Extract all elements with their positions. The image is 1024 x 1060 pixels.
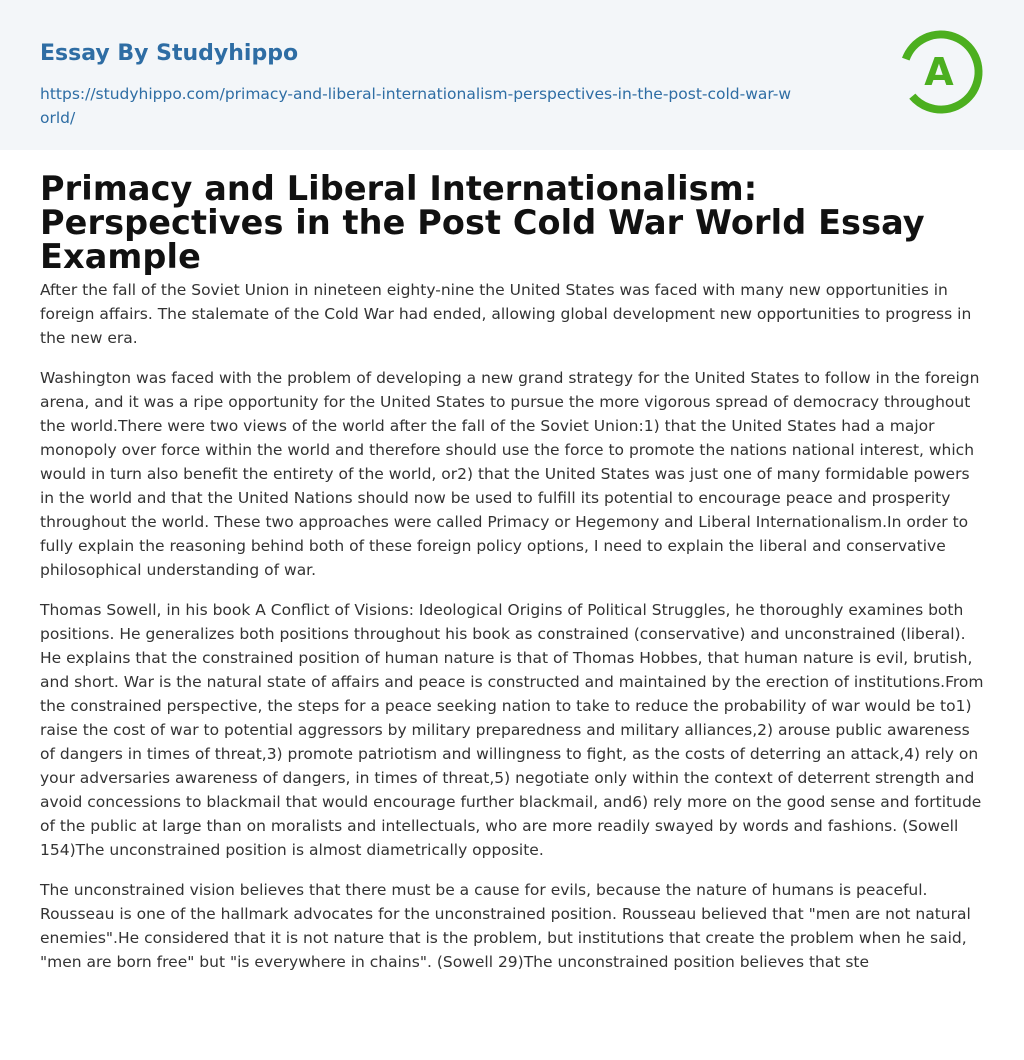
studyhippo-logo-icon[interactable]	[896, 28, 986, 116]
article	[40, 169, 988, 990]
site-brand[interactable]: Essay By Studyhippo	[40, 41, 299, 66]
essay-paragraph: The unconstrained vision believes that there must be a cause for evils, because the nature of humans is peaceful. Rousseau is one of the hallmark advocates for the unconstrained position. Rousseau believed that "men are not natural enemies".He considered that it is not nature that is the problem, but institutions that create the problem when he said, "men are born free" but "is everywhere in chains". (Sowell 29)The unconstrained position believes that ste	[40, 881, 971, 971]
essay-paragraph: Washington was faced with the problem of developing a new grand strategy for the United States to follow in the foreign arena, and it was a ripe opportunity for the United States to pursue the more vigorous spread of democracy throughout the world.There were two views of the world after the fall of the Soviet Union:1) that the United States had a major monopoly over force within the world and therefore should use the force to promote the nations national interest, which would in turn also benefit the entirety of the world, or2) that the United States was just one of many formidable powers in the world and that the United Nations should now be used to fulfill its potential to encourage peace and prosperity throughout the world. These two approaches were called Primacy or Hegemony and Liberal Internationalism.In order to fully explain the reasoning behind both of these foreign policy options, I need to explain the liberal and conservative philosophical understanding of war.	[40, 369, 980, 579]
site-header	[0, 0, 1024, 150]
essay-paragraph: After the fall of the Soviet Union in nineteen eighty-nine the United States was faced with many new opportunities in foreign affairs. The stalemate of the Cold War had ended, allowing global development new opportunities to progress in the new era.	[40, 281, 972, 347]
essay-url-link[interactable]: https://studyhippo.com/primacy-and-liberal-internationalism-perspectives-in-the-post-cold-war-world/	[40, 85, 792, 127]
essay-paragraph: Thomas Sowell, in his book A Conflict of Visions: Ideological Origins of Political Struggles, he thoroughly examines both positions. He generalizes both positions throughout his book as constrained (conservative) and unconstrained (liberal). He explains that the constrained position of human nature is that of Thomas Hobbes, that human nature is evil, brutish, and short. War is the natural state of affairs and peace is constructed and maintained by the erection of institutions.From the constrained perspective, the steps for a peace seeking nation to take to reduce the probability of war would be to1) raise the cost of war to potential aggressors by military preparedness and military alliances,2) arouse public awareness of dangers in times of threat,3) promote patriotism and willingness to fight, as the costs of deterring an attack,4) rely on your adversaries awareness of dangers, in times of threat,5) negotiate only within the context of deterrent strength and avoid concessions to blackmail that would encourage further blackmail, and6) rely more on the good sense and fortitude of the public at large than on moralists and intellectuals, who are more readily swayed by words and fashions. (Sowell 154)The unconstrained position is almost diametrically opposite.	[40, 601, 984, 859]
logo-letter: A	[924, 50, 954, 94]
essay-title: Primacy and Liberal Internationalism: Perspectives in the Post Cold War World Essay Example	[40, 169, 925, 276]
